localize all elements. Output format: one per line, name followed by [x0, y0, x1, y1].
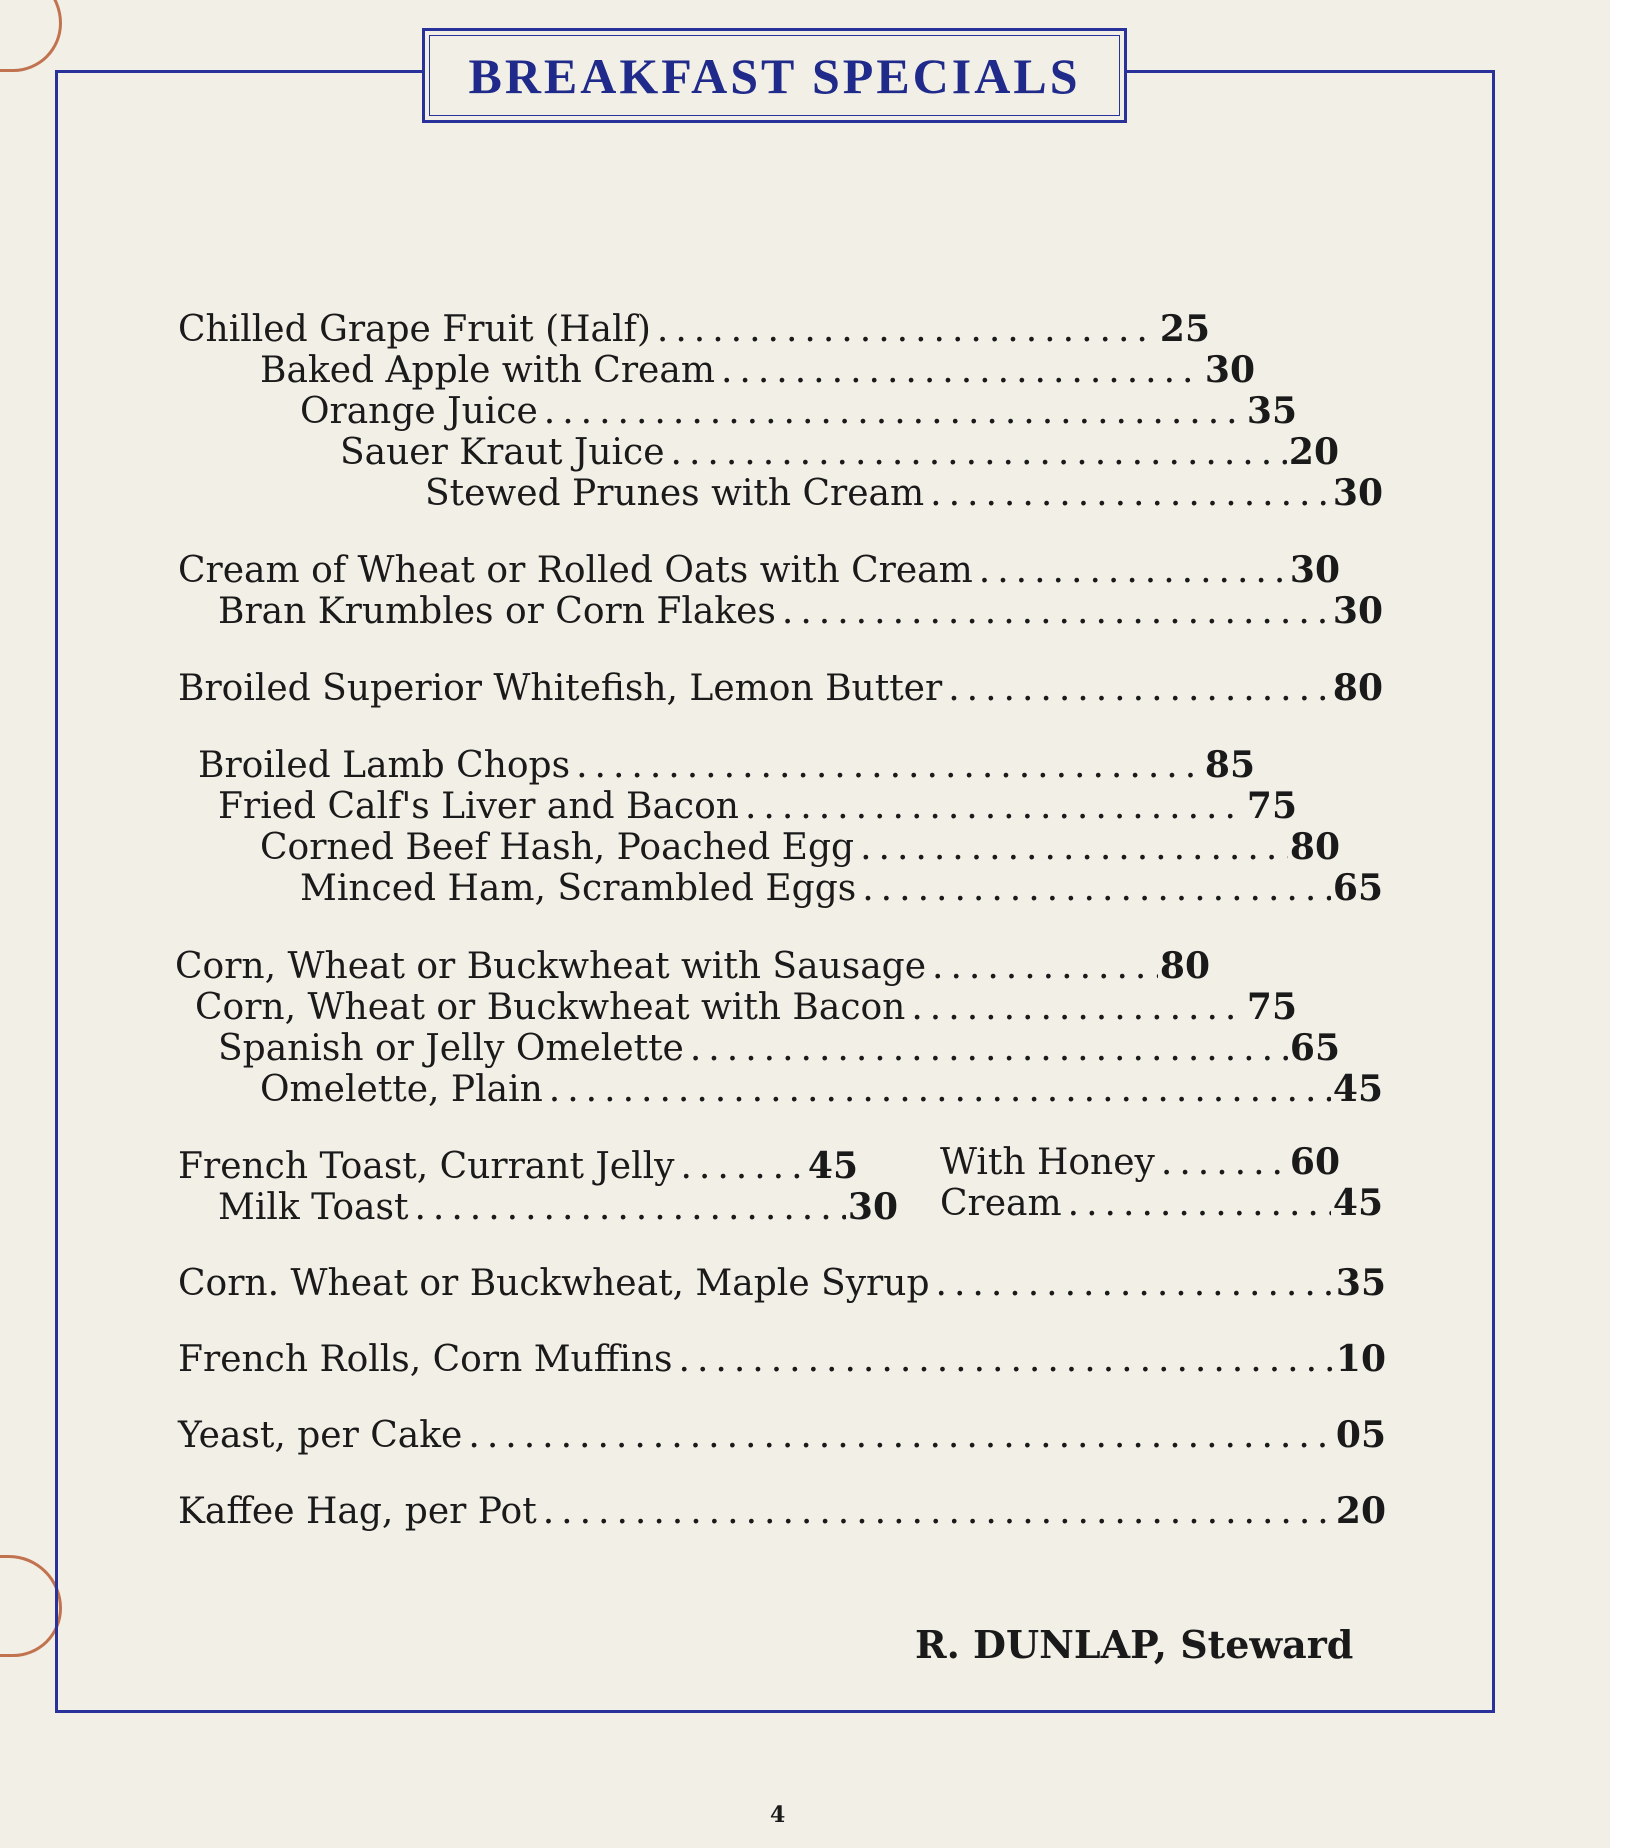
steward-signature: R. DUNLAP, Steward [915, 1622, 1354, 1667]
dot-leader [576, 745, 1203, 786]
dot-leader [930, 473, 1331, 514]
menu-item: French Toast, Currant Jelly ..... 45 [178, 1145, 858, 1189]
menu-item: Chilled Grape Fruit (Half) ..... 25 [178, 308, 1210, 352]
dot-leader [680, 1146, 805, 1187]
dot-leader [782, 591, 1331, 632]
dot-leader [549, 1069, 1331, 1110]
dot-leader [468, 1415, 1334, 1456]
menu-item: Orange Juice ..... 35 [300, 390, 1297, 434]
menu-item: Corn, Wheat or Buckwheat with Bacon ..... 75 [195, 986, 1297, 1030]
menu-item: Corn. Wheat or Buckwheat, Maple Syrup ..... 35 [178, 1262, 1386, 1306]
dot-leader [690, 1028, 1288, 1069]
dot-leader [721, 350, 1203, 391]
menu-item: Minced Ham, Scrambled Eggs ..... 65 [300, 867, 1383, 911]
dot-leader [948, 668, 1331, 709]
menu-item: With Honey ..... 60 [940, 1141, 1340, 1185]
dot-leader [936, 1263, 1334, 1304]
dot-leader [1161, 1142, 1288, 1183]
page-number: 4 [770, 1802, 786, 1828]
menu-item: Stewed Prunes with Cream ..... 30 [425, 472, 1383, 516]
menu-item: Cream ..... 45 [940, 1182, 1383, 1226]
menu-item: Omelette, Plain ..... 45 [260, 1068, 1383, 1112]
menu-item: Cream of Wheat or Rolled Oats with Cream ..... 30 [178, 549, 1340, 593]
page-title: BREAKFAST SPECIALS [468, 47, 1081, 104]
menu-item: Spanish or Jelly Omelette ..... 65 [218, 1027, 1340, 1071]
dot-leader [860, 827, 1288, 868]
dot-leader [1068, 1183, 1331, 1224]
dot-leader [414, 1187, 845, 1228]
menu-item: Corn, Wheat or Buckwheat with Sausage ..... 80 [175, 945, 1210, 989]
menu-item: Fried Calf's Liver and Bacon ..... 75 [218, 785, 1297, 829]
dot-leader [979, 550, 1288, 591]
dot-leader [679, 1339, 1334, 1380]
menu-item: Sauer Kraut Juice ..... 20 [340, 431, 1339, 475]
menu-item: Broiled Lamb Chops ..... 85 [198, 744, 1255, 788]
title-box [422, 28, 1127, 123]
menu-item: Broiled Superior Whitefish, Lemon Butter ..... 80 [178, 667, 1383, 711]
menu-item: Baked Apple with Cream ..... 30 [260, 349, 1255, 393]
dot-leader [932, 946, 1158, 987]
dot-leader [544, 391, 1245, 432]
dot-leader [671, 432, 1287, 473]
dot-leader [862, 868, 1331, 909]
dot-leader [745, 786, 1245, 827]
menu-item: Kaffee Hag, per Pot ..... 20 [178, 1490, 1386, 1534]
menu-item: Bran Krumbles or Corn Flakes ..... 30 [218, 590, 1383, 634]
binding-ring-bottom [0, 1555, 62, 1657]
menu-item: French Rolls, Corn Muffins ..... 10 [178, 1338, 1386, 1382]
binding-ring-top [0, 0, 62, 72]
menu-item: Corned Beef Hash, Poached Egg ..... 80 [260, 826, 1340, 870]
menu-item: Yeast, per Cake ..... 05 [178, 1414, 1386, 1458]
dot-leader [657, 309, 1158, 350]
dot-leader [543, 1491, 1334, 1532]
dot-leader [911, 987, 1245, 1028]
menu-item: Milk Toast ..... 30 [218, 1186, 898, 1230]
